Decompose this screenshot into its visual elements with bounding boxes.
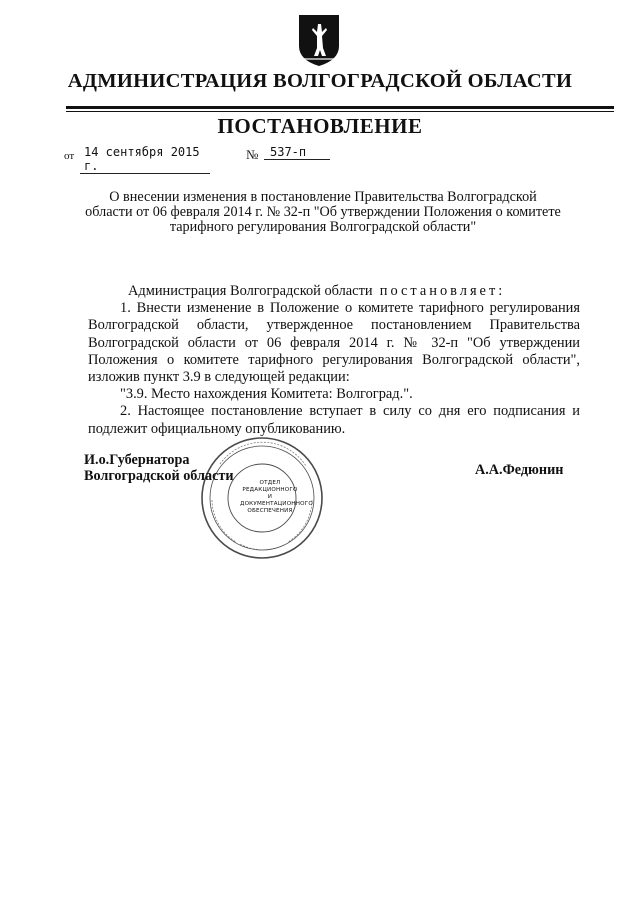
stamp-inner-text (240, 480, 313, 515)
volgograd-emblem-icon (296, 12, 342, 68)
document-body (88, 283, 580, 438)
number-prefix: № (246, 147, 259, 162)
stamp-line-4: ОБЕСПЕЧЕНИЯ (247, 508, 293, 514)
preamble-verb: постановляет: (379, 283, 506, 299)
item-1: 1. Внести изменение в Положение о комитете тарифного регулирования Волгоградской области, утвержденное постановлением Правительства Волгоградской области от 06 февраля 2014 г. № 32-п "Об утверждении Положения о комитете тарифного регулирования Волгоградской области", изложив пункт 3.9 в следующей редакции: (88, 300, 580, 386)
signatory-name: А.А.Федюнин (475, 462, 564, 478)
preamble (88, 283, 580, 300)
document-date: 14 сентября 2015 г. (80, 145, 210, 174)
header-rule-thick (66, 106, 614, 109)
org-title: АДМИНИСТРАЦИЯ ВОЛГОГРАДСКОЙ ОБЛАСТИ (67, 70, 573, 92)
stamp-line-3: ДОКУМЕНТАЦИОННОГО (240, 501, 313, 507)
date-prefix: от (64, 150, 75, 162)
preamble-start: Администрация Волгоградской области (128, 283, 373, 299)
document-meta (64, 145, 364, 173)
signatory-position-line-1: И.о.Губернатора (84, 452, 190, 468)
document-subject: О внесении изменения в постановление Правительства Волгоградской области от 06 февраля 2014 г. № 32-п "Об утверждении Положения о комитете тарифного регулирования Волгоградской области" (85, 189, 561, 235)
stamp-line-1: ОТДЕЛ (259, 480, 281, 486)
item-2: 2. Настоящее постановление вступает в силу со дня его подписания и подлежит официальному опубликованию. (88, 403, 580, 437)
signatory-position (84, 453, 234, 484)
document-number: 537-п (264, 145, 330, 160)
document-type: ПОСТАНОВЛЕНИЕ (217, 114, 423, 138)
header-rule-thin (66, 111, 614, 112)
stamp-line-2: РЕДАКЦИОННОГО И (242, 487, 298, 500)
signatory-position-line-2: Волгоградской области (84, 467, 234, 484)
item-1-quote: "3.9. Место нахождения Комитета: Волгоград.". (120, 386, 413, 403)
